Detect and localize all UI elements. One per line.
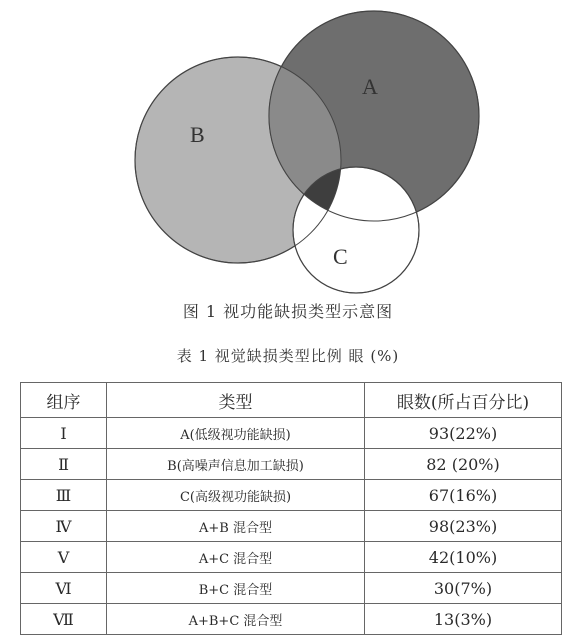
table-row — [21, 511, 562, 542]
row-group-cell: Ⅵ — [21, 573, 107, 604]
header-group: 组序 — [21, 383, 107, 418]
row-group-cell: Ⅴ — [21, 542, 107, 573]
row-count-cell: 42(10%) — [365, 542, 562, 573]
row-group-cell: Ⅲ — [21, 480, 107, 511]
row-type-cell: A+C 混合型 — [107, 542, 365, 573]
header-type: 类型 — [107, 383, 365, 418]
table-row — [21, 418, 562, 449]
table-row — [21, 573, 562, 604]
table-caption: 表 1 视觉缺损类型比例 眼 (%) — [176, 347, 400, 365]
row-count-cell: 98(23%) — [365, 511, 562, 542]
table-row — [21, 480, 562, 511]
row-count-cell: 13(3%) — [365, 604, 562, 635]
table-row — [21, 542, 562, 573]
row-type-cell: A+B+C 混合型 — [107, 604, 365, 635]
row-group-cell: Ⅱ — [21, 449, 107, 480]
label-c: C — [333, 244, 348, 269]
row-type-cell: A+B 混合型 — [107, 511, 365, 542]
row-count-cell: 82 (20%) — [365, 449, 562, 480]
row-count-cell: 67(16%) — [365, 480, 562, 511]
row-type-cell: A(低级视功能缺损) — [107, 418, 365, 449]
row-group-cell: Ⅶ — [21, 604, 107, 635]
row-type-cell: B+C 混合型 — [107, 573, 365, 604]
table-header-row — [21, 383, 562, 418]
label-b: B — [190, 122, 205, 147]
row-type-cell: B(高噪声信息加工缺损) — [107, 449, 365, 480]
table-row — [21, 449, 562, 480]
row-count-cell: 93(22%) — [365, 418, 562, 449]
header-count: 眼数(所占百分比) — [365, 383, 562, 418]
row-type-cell: C(高级视功能缺损) — [107, 480, 365, 511]
figure-caption: 图 1 视功能缺损类型示意图 — [182, 302, 394, 321]
label-a: A — [362, 74, 378, 99]
venn-diagram — [0, 0, 576, 295]
row-group-cell: Ⅳ — [21, 511, 107, 542]
row-count-cell: 30(7%) — [365, 573, 562, 604]
row-group-cell: Ⅰ — [21, 418, 107, 449]
table-row — [21, 604, 562, 635]
defect-type-table — [20, 382, 562, 635]
